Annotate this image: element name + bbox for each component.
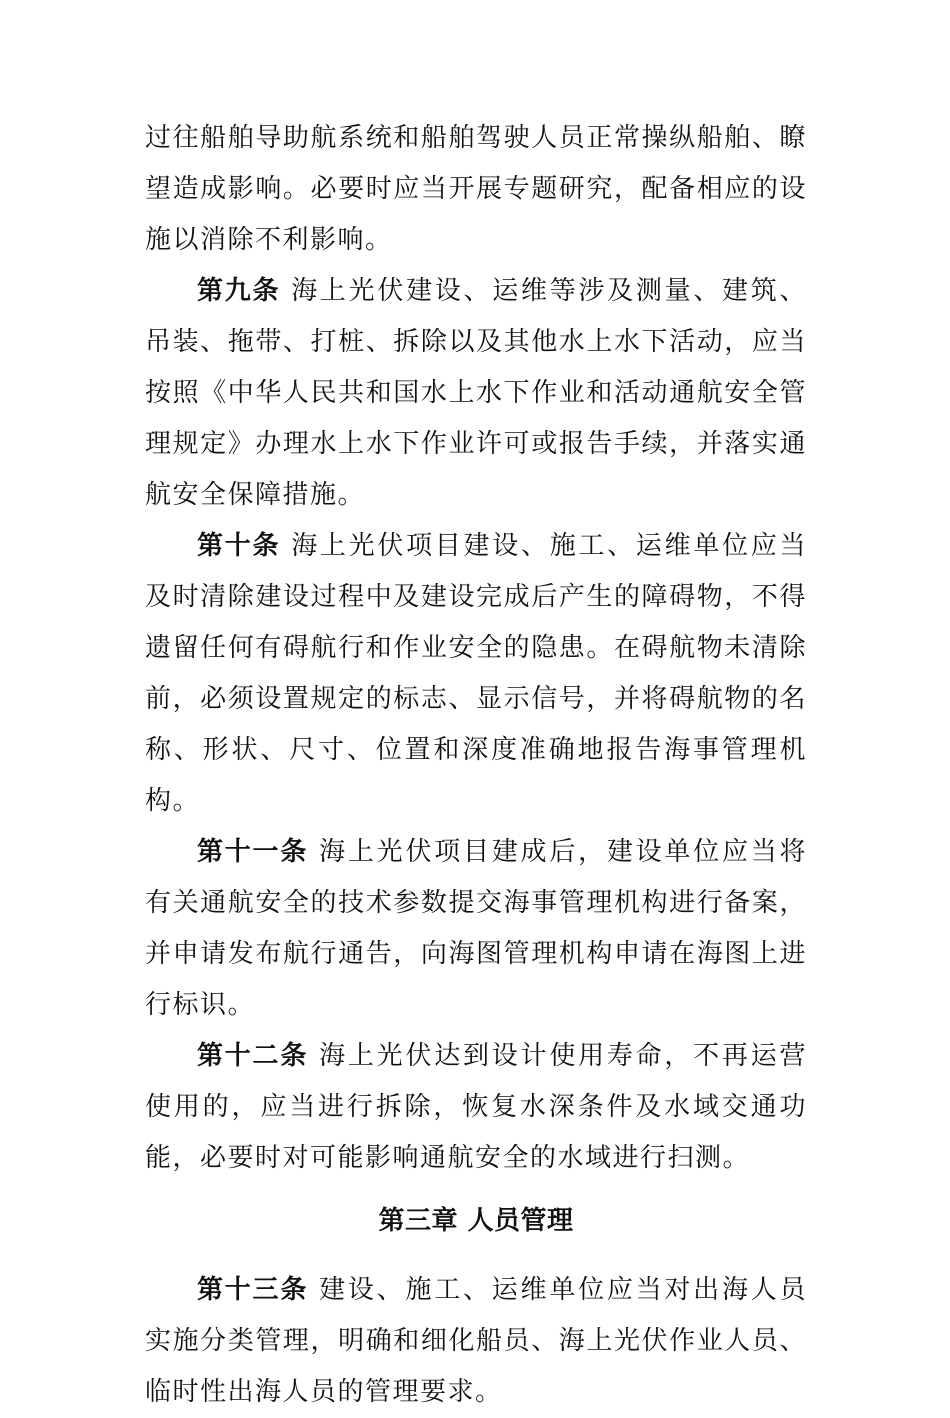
document-body [145,113,807,1418]
article-13 [145,1265,807,1418]
article-text: 海上光伏建设、运维等涉及测量、建筑、吊装、拖带、打桩、拆除以及其他水上水下活动，应当按照《中华人民共和国水上水下作业和活动通航安全管理规定》办理水上水下作业许可或报告手续，并落实通航安全保障措施。 [145,276,807,510]
continuation-paragraph: 过往船舶导助航系统和船舶驾驶人员正常操纵船舶、瞭望造成影响。必要时应当开展专题研究，配备相应的设施以消除不利影响。 [145,123,807,255]
article-text: 海上光伏达到设计使用寿命，不再运营使用的，应当进行拆除，恢复水深条件及水域交通功能，必要时对可能影响通航安全的水域进行扫测。 [145,1041,807,1173]
article-text: 海上光伏项目建成后，建设单位应当将有关通航安全的技术参数提交海事管理机构进行备案，并申请发布航行通告，向海图管理机构申请在海图上进行标识。 [145,837,807,1020]
article-9 [145,266,807,521]
article-number: 第九条 [197,276,281,306]
article-text: 海上光伏项目建设、施工、运维单位应当及时清除建设过程中及建设完成后产生的障碍物，不得遗留任何有碍航行和作业安全的隐患。在碍航物未清除前，必须设置规定的标志、显示信号，并将碍航物的名称、形状、尺寸、位置和深度准确地报告海事管理机构。 [145,531,807,816]
article-number: 第十条 [197,531,281,561]
article-12 [145,1031,807,1184]
article-number: 第十一条 [197,837,309,867]
article-number: 第十三条 [197,1275,309,1305]
article-10 [145,521,807,827]
article-number: 第十二条 [197,1041,309,1071]
chapter-title: 第三章 人员管理 [378,1206,574,1236]
article-text: 建设、施工、运维单位应当对出海人员实施分类管理，明确和细化船员、海上光伏作业人员、临时性出海人员的管理要求。 [145,1275,807,1407]
article-11 [145,827,807,1031]
